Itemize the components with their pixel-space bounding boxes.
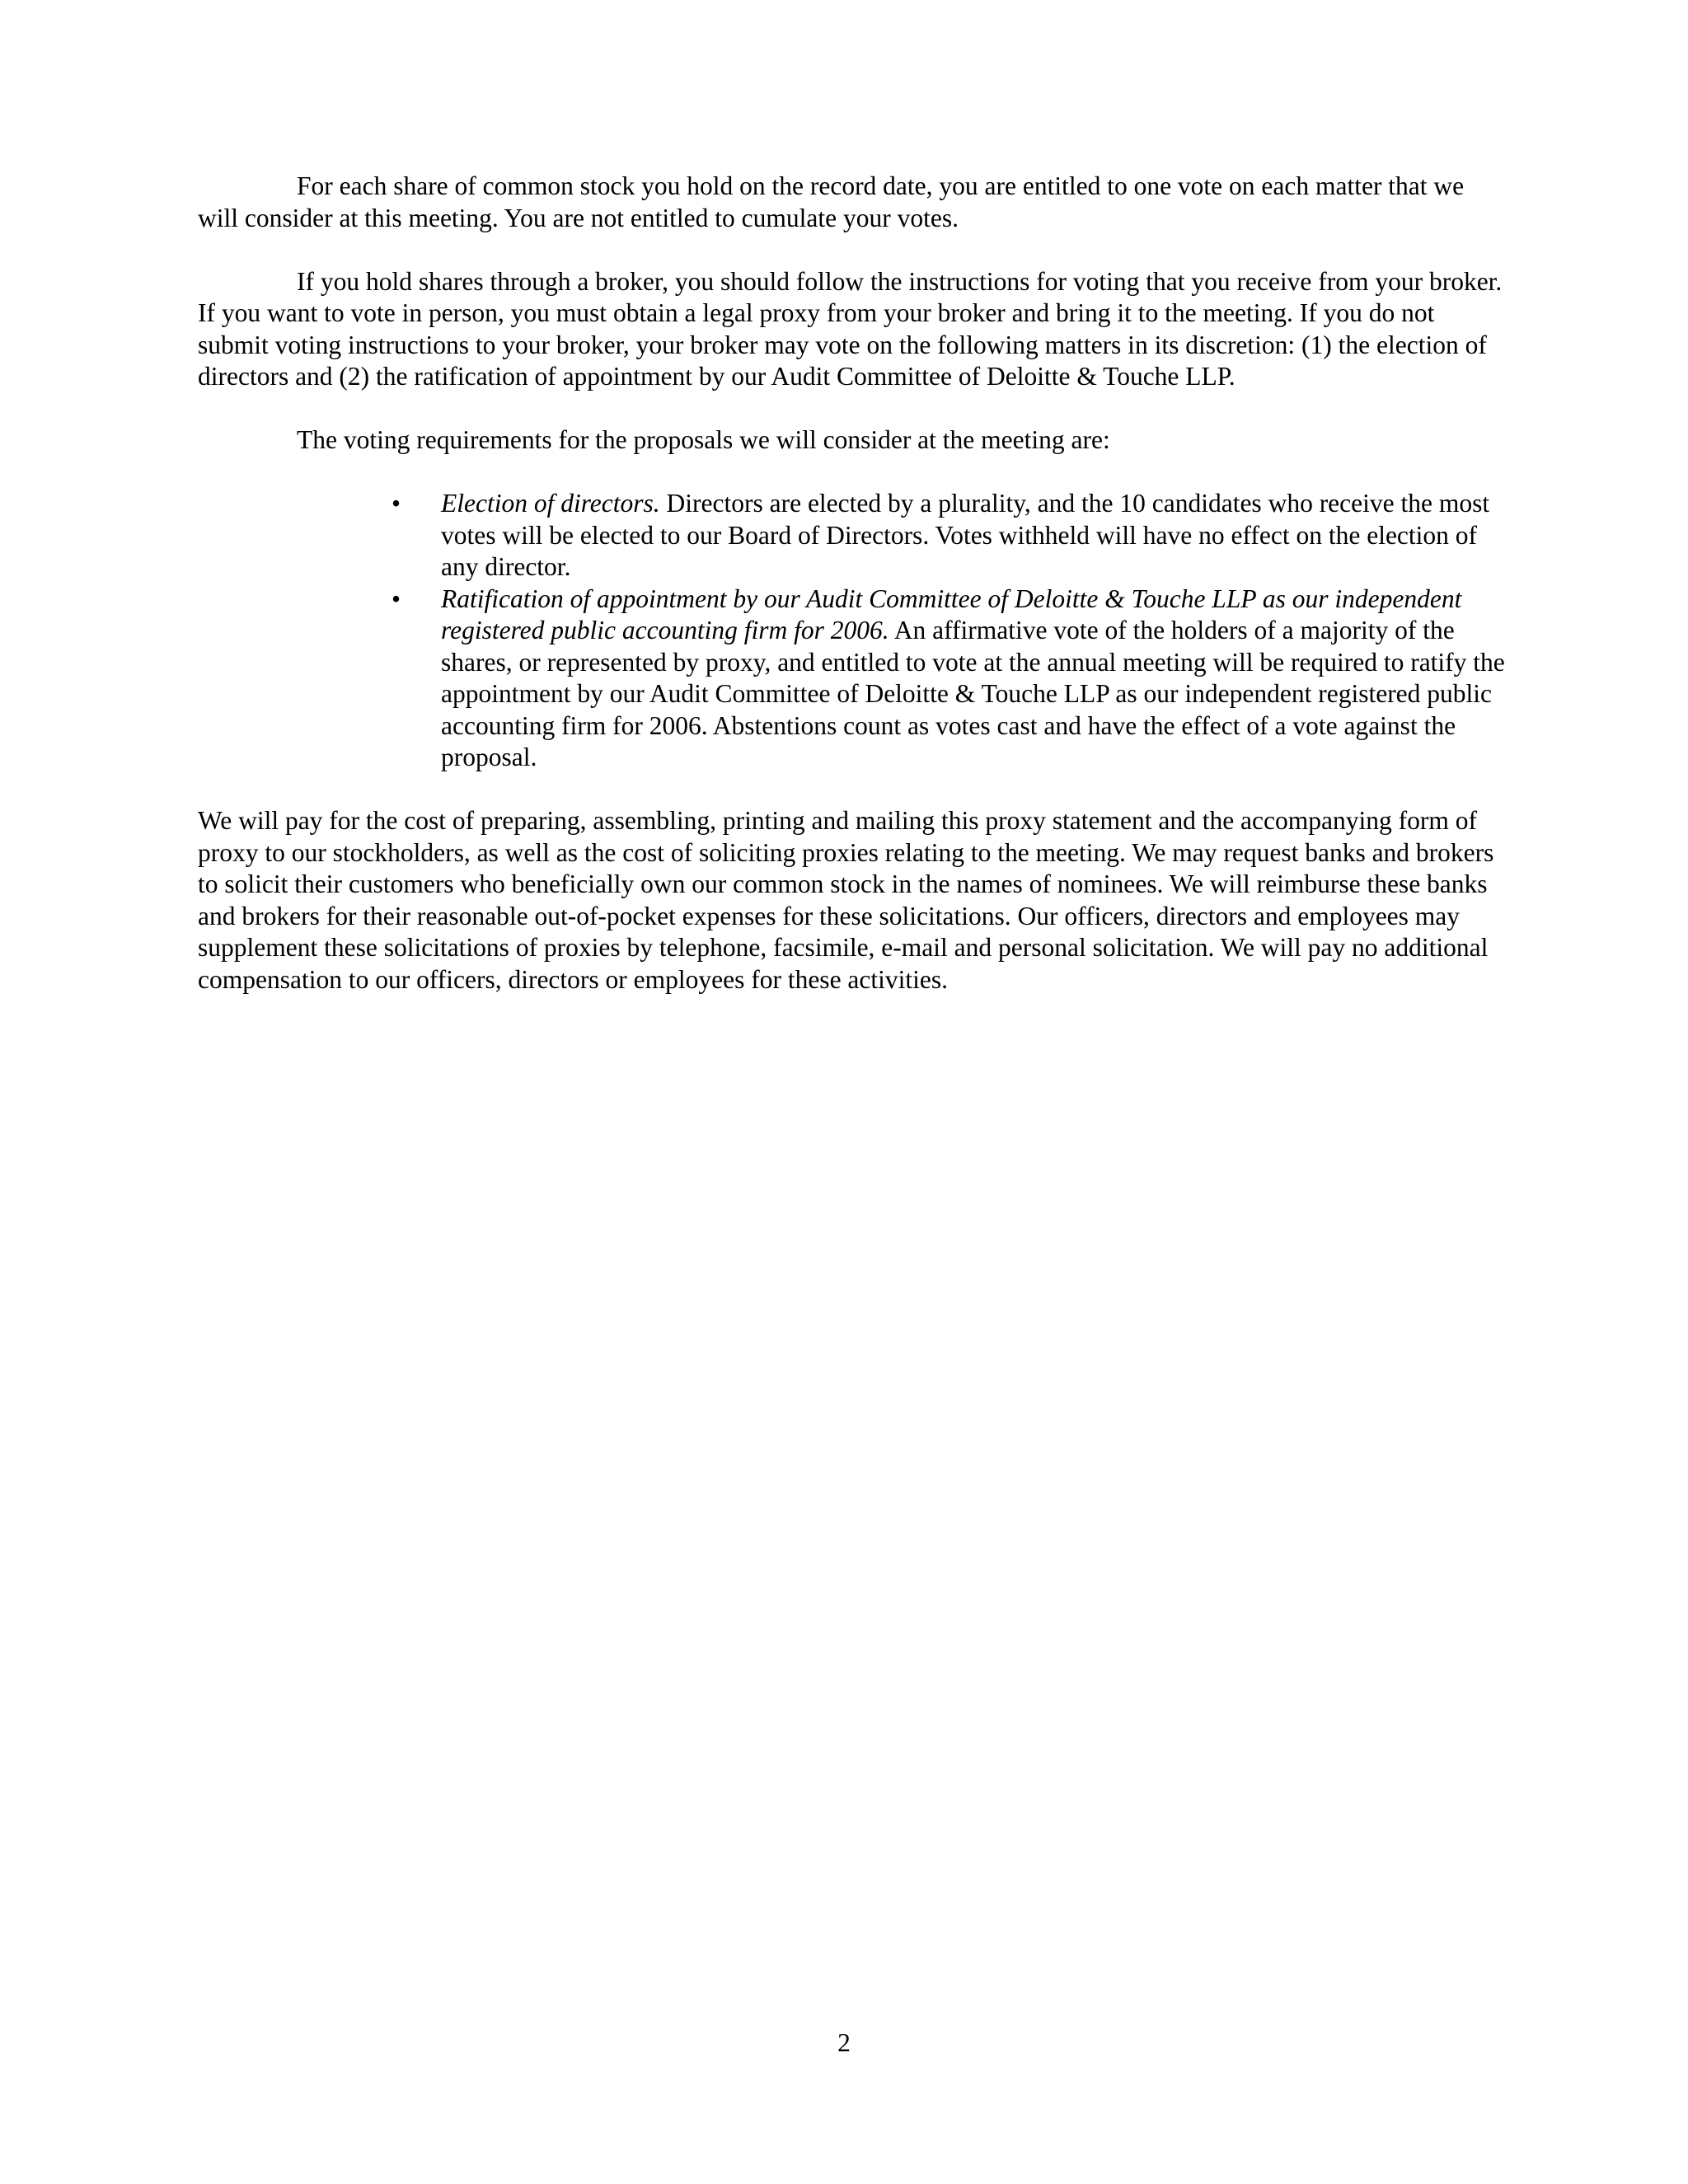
paragraph-vote-entitlement: For each share of common stock you hold on the record date, you are entitled to one vote on each matter that we will consider at this meeting. You are not entitled to cumulate your votes. (198, 171, 1465, 232)
list-item-election-of-directors (392, 488, 1508, 583)
list-item-ratification (392, 583, 1508, 774)
paragraph-voting-requirements-intro: The voting requirements for the proposals we will consider at the meeting are: (297, 425, 1110, 454)
document-body (198, 171, 1508, 1028)
list-item-text: Directors are elected by a plurality, and the 10 candidates who receive the most votes will be elected to our Board of Directors. Votes withheld will have no effect on the election of any director. (441, 489, 1490, 581)
paragraph-proxy-costs: We will pay for the cost of preparing, assembling, printing and mailing this proxy statement and the accompanying form of proxy to our stockholders, as well as the cost of soliciting proxies relating to the meeting. We may request banks and brokers to solicit their customers who beneficially own our common stock in the names of nominees. We will reimburse these banks and brokers for their reasonable out-of-pocket expenses for these solicitations. Our officers, directors and employees may supplement these solicitations of proxies by telephone, facsimile, e-mail and personal solicitation. We will pay no additional compensation to our officers, directors or employees for these activities. (198, 806, 1494, 994)
paragraph-broker-voting: If you hold shares through a broker, you should follow the instructions for voting that you receive from your broker. If you want to vote in person, you must obtain a legal proxy from your broker and bring it to the meeting. If you do not submit voting instructions to your broker, your broker may vote on the following matters in its discretion: (1) the election of directors and (2) the ratification of appointment by our Audit Committee of Deloitte & Touche LLP. (198, 266, 1503, 391)
bullet-icon: • (392, 489, 401, 518)
voting-requirements-list (198, 488, 1508, 774)
list-item-lead: Election of directors. (441, 489, 660, 518)
bullet-icon: • (392, 583, 401, 613)
list-item-lead: Ratification of appointment by our Audit Committee of Deloitte & Touche LLP as our independent registered public accounting firm for 2006. (441, 583, 1462, 644)
page-number: 2 (837, 2028, 851, 2057)
list-item-text: An affirmative vote of the holders of a majority of the shares, or represented by proxy, and entitled to vote at the annual meeting will be required to ratify the appointment by our Audit Committee of Deloitte & Touche LLP as our independent registered public accounting firm for 2006. Abstentions count as votes cast and have the effect of a vote against the proposal. (441, 616, 1505, 771)
